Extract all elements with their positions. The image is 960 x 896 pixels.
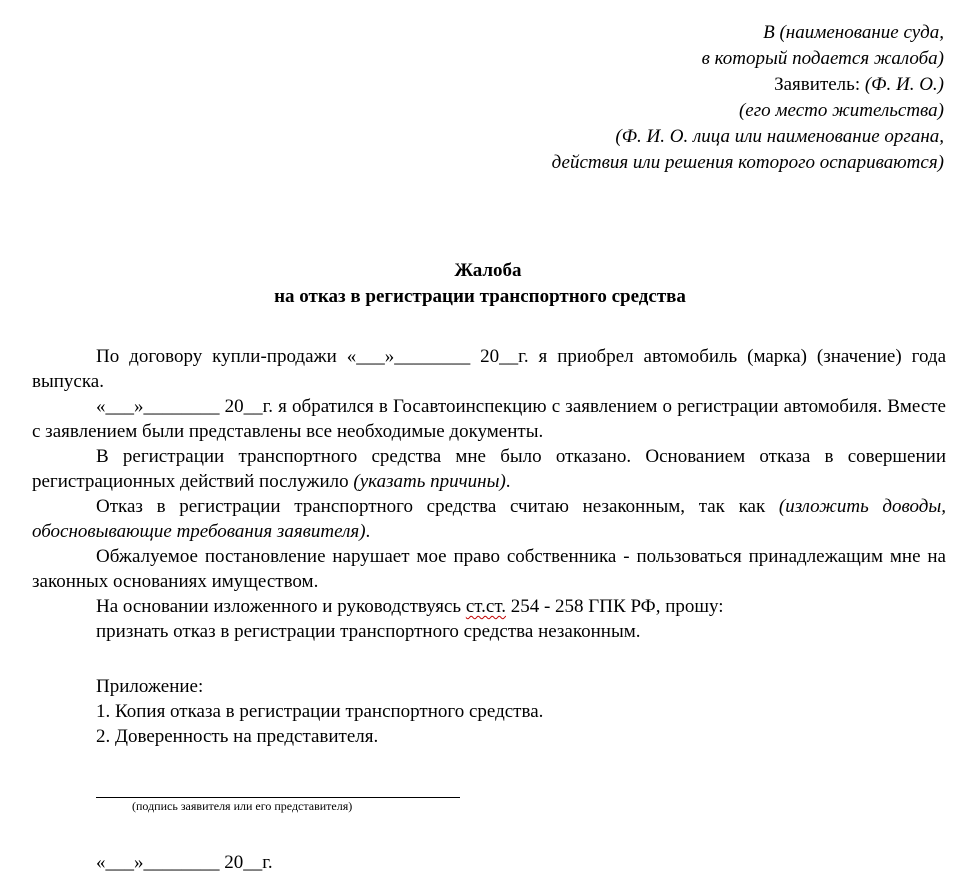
paragraph-rights: Обжалуемое постановление нарушает мое право собственника - пользоваться принадлежащим мне на законных основаниях имуществом. (32, 546, 946, 592)
signature-line (96, 797, 460, 798)
paragraph-request: признать отказ в регистрации транспортного средства незаконным. (96, 621, 641, 642)
attachment-item-1: 1. Копия отказа в регистрации транспортного средства. (96, 701, 544, 722)
date-line: «___»________ 20__г. (96, 852, 273, 873)
complaint-body (32, 344, 946, 644)
attachments-block (96, 674, 543, 749)
paragraph-unlawful (32, 494, 946, 544)
paragraph-basis (32, 594, 946, 619)
arguments-placeholder: (изложить доводы, обосновывающие требования заявителя) (32, 496, 946, 542)
document-title (0, 258, 960, 310)
signature-caption: (подпись заявителя или его представителя) (132, 799, 353, 813)
unlawful-end: . (365, 521, 371, 542)
respondent-line-2: действия или решения которого оспариваются) (551, 152, 944, 173)
basis-before: На основании изложенного и руководствуясь (96, 596, 466, 617)
refusal-text: В регистрации транспортного средства мне было отказано. Основанием отказа в совершении регистрационных действий послужило (32, 446, 946, 492)
unlawful-text: Отказ в регистрации транспортного средства считаю незаконным, так как (96, 496, 779, 517)
residence-line: (его место жительства) (738, 100, 944, 121)
attachments-heading: Приложение: (96, 676, 204, 697)
title-line-2: на отказ в регистрации транспортного средства (274, 286, 686, 307)
applicant-label: Заявитель: (774, 74, 865, 95)
addressee-block (384, 20, 944, 176)
court-line-2: в который подается жалоба) (701, 48, 944, 69)
attachment-item-2: 2. Доверенность на представителя. (96, 726, 379, 747)
applicant-value: (Ф. И. О.) (864, 74, 944, 95)
applicant-line (384, 72, 944, 98)
paragraph-refusal (32, 444, 946, 494)
title-line-1: Жалоба (454, 260, 522, 281)
law-reference: ст.ст. (465, 596, 506, 617)
respondent-line-1: (Ф. И. О. лица или наименование органа, (615, 126, 944, 147)
refusal-end: . (505, 471, 511, 492)
basis-after: 254 - 258 ГПК РФ, прошу: (505, 596, 724, 617)
refusal-reason-placeholder: (указать причины) (353, 471, 506, 492)
court-line-1: В (наименование суда, (763, 22, 944, 43)
paragraph-purchase: По договору купли-продажи «___»________ 20__г. я приобрел автомобиль (марка) (значение) года выпуска. (32, 346, 946, 392)
paragraph-application: «___»________ 20__г. я обратился в Госавтоинспекцию с заявлением о регистрации автомобиля. Вместе с заявлением были представлены все необходимые документы. (32, 396, 946, 442)
